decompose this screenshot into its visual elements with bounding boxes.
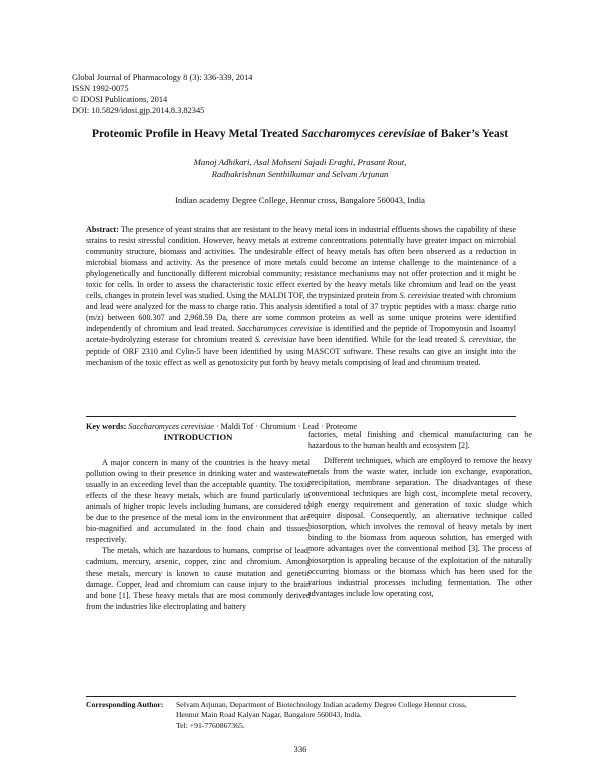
species-name: S. cerevisiae <box>459 335 502 345</box>
page-number: 336 <box>293 744 307 754</box>
corresponding-author-label: Corresponding Author: <box>86 700 164 709</box>
journal-citation: Global Journal of Pharmacology 8 (3): 336-339, 2014 <box>72 73 253 82</box>
divider-top <box>86 416 516 417</box>
abstract-text: is identified and the peptide of Tropomyosin and Isoamyl acetate-hydrolyzing esterase for chromium treated <box>86 324 516 345</box>
doi: DOI: 10.5829/idosi.gjp.2014.8.3.82345 <box>72 106 205 115</box>
paragraph: A major concern in many of the countries is the heavy metal pollution owing to their presence in drinking water and wastewater usually in an exceeding level than the acceptable quantity. The toxic effects of the these heavy metals, which are found particularly in animals of higher tropic levels including humans, are considered to be due to the presence of the metal ions in the environment that are bio-magnified and accumulated in the food chain and tissues, respectively. <box>86 458 310 545</box>
divider-bottom <box>86 696 516 697</box>
corr-phone: Tel: +91-7760867365. <box>176 720 245 730</box>
copyright: © IDOSI Publications, 2014 <box>72 95 168 104</box>
keywords-list: · Maldi Tof · Chromium · Lead · Proteome <box>213 422 358 431</box>
paper-title <box>40 127 560 140</box>
abstract <box>86 224 516 368</box>
affiliation: Indian academy Degree College, Hennur cross, Bangalore 560043, India <box>175 195 425 205</box>
title-text-end: of Baker’s Yeast <box>425 127 509 140</box>
abstract-text: , the peptide of ORF 2310 and Cylin-5 have been identified by using MASCOT software. These results can give an insight into the mechanism of the toxic effect as well as genotoxicity put forth by heavy metals comprising of lead and chromium treated. <box>86 335 516 367</box>
authors <box>40 156 560 180</box>
keyword-species: Saccharomyces cerevisiae <box>128 422 214 431</box>
abstract-label: Abstract: <box>86 225 119 234</box>
corr-line: Hennur Main Road Kalyan Nagar, Bangalore 560043, India. <box>176 710 362 720</box>
column-left <box>86 428 310 612</box>
issn: ISSN 1992-0075 <box>72 84 129 93</box>
corr-line: Selvam Arjunan, Department of Biotechnology Indian academy Degree College Hennur cross, <box>176 700 467 709</box>
abstract-text: have been identified. While for the lead treated <box>296 335 460 345</box>
abstract-text: treated with chromium and lead were analyzed for the mass to charge ratio. This analysis identified a total of 37 tryptic peptides with a mass: charge ratio (m/z) between 600.307 and 2,968.59 Da, there are some common proteins as well as some unique proteins were identified independently of chromium and lead treated. <box>86 291 516 334</box>
column-right <box>308 429 532 599</box>
keywords-label: Key words: <box>86 422 127 431</box>
paragraph: factories, metal finishing and chemical manufacturing can be hazardous to the human health and ecosystem [2]. <box>308 430 532 451</box>
species-name: Saccharomyces cerevisiae <box>237 324 323 334</box>
title-species: Saccharomyces cerevisiae <box>301 127 426 140</box>
title-text: Proteomic Profile in Heavy Metal Treated <box>91 127 302 140</box>
paragraph: The metals, which are hazardous to humans, comprise of lead, cadmium, mercury, arsenic, copper, zinc and chromium. Among these metals, mercury is known to cause mutation and genetic damage. Copper, lead and chromium can cause injury to the brain and bone [1]. These heavy metals that are most commonly derived from the industries like electroplating and battery <box>86 546 310 611</box>
species-name: S. cerevisiae <box>254 335 297 345</box>
section-heading-introduction: INTRODUCTION <box>163 432 233 442</box>
authors-line-1: Manoj Adhikari, Asal Mohseni Sajadi Eraghi, Prasant Rout, <box>193 157 407 167</box>
species-name: S. cerevisiae <box>399 291 441 301</box>
authors-line-2: Radhakrishnan Senthilkumar and Selvam Arjunan <box>211 169 389 179</box>
abstract-text: The presence of yeast strains that are resistant to the heavy metal ions in industrial effluents shows the capability of these strains to resist stressful condition. However, heavy metals at extreme concentrations potentially have greater impact on microbial community structure, biomass and activities. The undesirable effect of heavy metals has often been observed as a reduction in microbial biomass and activity. As the presence of more metals could become an intense challenge to the maintenance of a phylogenetically and functionally different microbial community; resistance mechanisms may not offer protection and it might be toxic for cells. In order to assess the characteristic toxic effect exerted by the heavy metals like chromium and lead on the yeast cells, changes in protein level was studied. Using the MALDI TOF, the trypsinized protein from <box>86 225 516 301</box>
paragraph: Different techniques, which are employed to remove the heavy metals from the waste water, include ion exchange, evaporation, precipitation, membrane separation. The disadvantages of these conventional techniques are high cost, incomplete metal recovery, high energy requirement and generation of toxic sludge which require disposal. Consequently, an alternative technique called biosorption, which involves the removal of heavy metals by inert binding to the biomass from aqueous solution, has emerged with more advantages over the conventional method [3]. The process of biosorption is appealing because of the exploitation of the naturally occurring biomass or the biomass which has been used for the various industrial processes including fermentation. The other advantages include low operating cost, <box>308 456 532 598</box>
journal-header <box>72 72 253 116</box>
corresponding-author-details <box>176 700 516 731</box>
